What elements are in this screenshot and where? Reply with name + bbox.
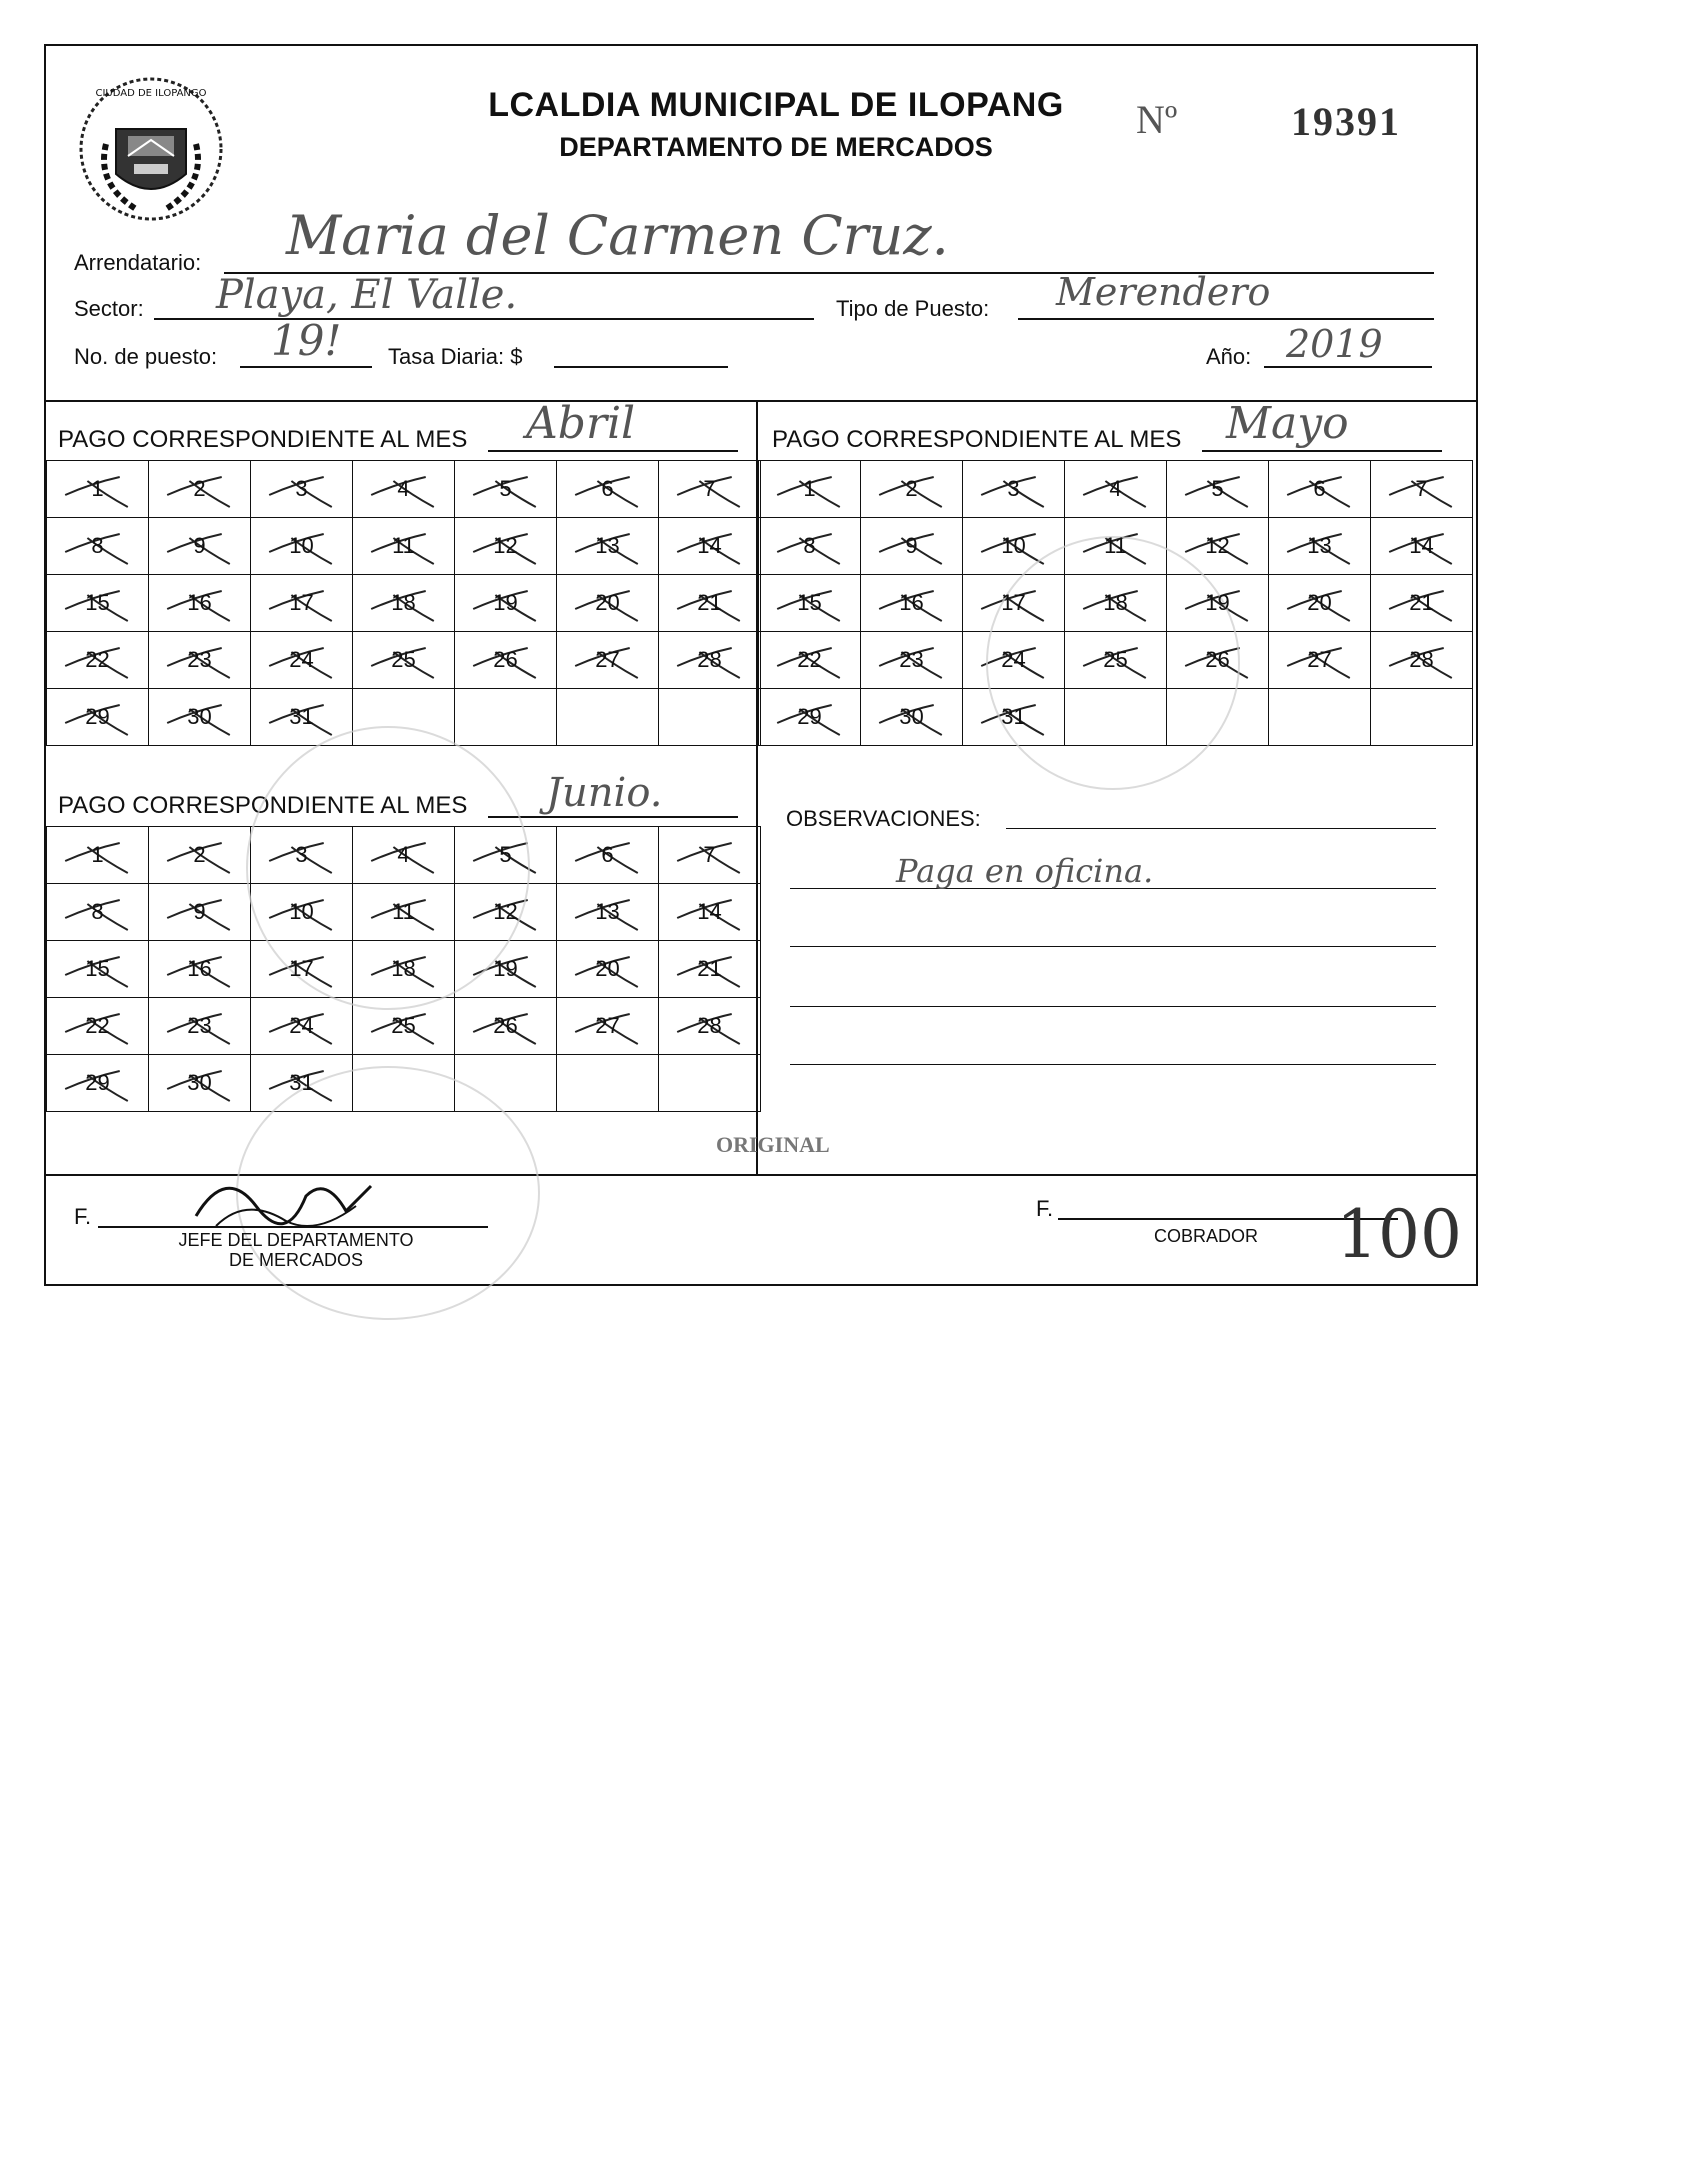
day-cell: 28 bbox=[659, 632, 761, 689]
day-cell: 2 bbox=[149, 461, 251, 518]
municipal-seal-icon bbox=[76, 74, 226, 224]
day-cell: 31 bbox=[963, 689, 1065, 746]
day-cell: 26 bbox=[455, 998, 557, 1055]
day-cell: 23 bbox=[149, 632, 251, 689]
day-cell: 29 bbox=[47, 1055, 149, 1112]
receipt-number-label: Nº bbox=[1136, 97, 1178, 142]
day-cell: 3 bbox=[251, 827, 353, 884]
day-cell: 19 bbox=[455, 941, 557, 998]
day-cell: 8 bbox=[47, 518, 149, 575]
day-cell: 17 bbox=[251, 941, 353, 998]
sector-label: Sector: bbox=[74, 296, 144, 321]
day-cell: 20 bbox=[557, 575, 659, 632]
day-cell: 29 bbox=[759, 689, 861, 746]
day-cell: 16 bbox=[149, 941, 251, 998]
arrendatario-label: Arrendatario: bbox=[74, 250, 202, 275]
day-cell: 21 bbox=[1371, 575, 1473, 632]
receipt-number: 19391 bbox=[1291, 99, 1401, 144]
day-cell bbox=[557, 1055, 659, 1112]
day-cell: 9 bbox=[861, 518, 963, 575]
day-cell: 6 bbox=[1269, 461, 1371, 518]
day-cell: 19 bbox=[455, 575, 557, 632]
mes-value-mayo: Mayo bbox=[1226, 398, 1349, 449]
day-cell: 18 bbox=[1065, 575, 1167, 632]
mes-label-mayo: PAGO CORRESPONDIENTE AL MES bbox=[772, 426, 1182, 453]
day-cell: 21 bbox=[659, 941, 761, 998]
signature-scribble bbox=[186, 1156, 386, 1246]
day-cell bbox=[659, 689, 761, 746]
day-cell: 11 bbox=[353, 884, 455, 941]
day-cell: 6 bbox=[557, 827, 659, 884]
day-cell: 22 bbox=[759, 632, 861, 689]
day-cell: 6 bbox=[557, 461, 659, 518]
observaciones-note: Paga en oficina. bbox=[896, 852, 1154, 890]
observaciones-label: OBSERVACIONES: bbox=[786, 806, 981, 831]
day-cell: 20 bbox=[1269, 575, 1371, 632]
mes-line bbox=[1202, 450, 1442, 452]
day-cell: 16 bbox=[149, 575, 251, 632]
jefe-caption-2: DE MERCADOS bbox=[228, 1250, 363, 1270]
day-cell: 15 bbox=[47, 575, 149, 632]
anio-label: Año: bbox=[1206, 344, 1252, 369]
amount-handwritten: 100 bbox=[1336, 1196, 1462, 1273]
obs-line bbox=[790, 946, 1436, 947]
mes-line bbox=[488, 816, 738, 818]
day-cell: 11 bbox=[1065, 518, 1167, 575]
day-cell: 19 bbox=[1167, 575, 1269, 632]
day-cell: 12 bbox=[1167, 518, 1269, 575]
day-cell: 5 bbox=[455, 827, 557, 884]
day-cell: 14 bbox=[1371, 518, 1473, 575]
day-cell: 26 bbox=[455, 632, 557, 689]
signature-f-right: F. bbox=[1036, 1196, 1054, 1221]
day-cell: 24 bbox=[251, 998, 353, 1055]
day-cell: 31 bbox=[251, 689, 353, 746]
day-cell bbox=[1269, 689, 1371, 746]
day-cell: 13 bbox=[557, 884, 659, 941]
day-cell: 3 bbox=[963, 461, 1065, 518]
day-cell: 29 bbox=[47, 689, 149, 746]
day-cell: 2 bbox=[149, 827, 251, 884]
day-cell bbox=[557, 689, 659, 746]
puesto-line bbox=[240, 366, 372, 368]
day-cell: 7 bbox=[659, 827, 761, 884]
day-cell: 28 bbox=[1371, 632, 1473, 689]
mes-line bbox=[488, 450, 738, 452]
day-cell: 1 bbox=[47, 827, 149, 884]
day-cell: 7 bbox=[1371, 461, 1473, 518]
day-cell: 28 bbox=[659, 998, 761, 1055]
day-cell: 15 bbox=[759, 575, 861, 632]
day-cell: 14 bbox=[659, 518, 761, 575]
day-cell: 15 bbox=[47, 941, 149, 998]
day-cell: 16 bbox=[861, 575, 963, 632]
day-cell: 27 bbox=[557, 632, 659, 689]
day-cell: 10 bbox=[963, 518, 1065, 575]
day-cell: 1 bbox=[759, 461, 861, 518]
day-cell: 26 bbox=[1167, 632, 1269, 689]
day-cell: 3 bbox=[251, 461, 353, 518]
day-cell: 27 bbox=[557, 998, 659, 1055]
receipt-card bbox=[44, 44, 1478, 1286]
day-cell bbox=[659, 1055, 761, 1112]
tasa-line bbox=[554, 366, 728, 368]
puesto-label: No. de puesto: bbox=[74, 344, 218, 369]
day-cell: 12 bbox=[455, 518, 557, 575]
day-cell: 30 bbox=[861, 689, 963, 746]
tipo-puesto-value: Merendero bbox=[1056, 270, 1271, 314]
day-cell: 24 bbox=[251, 632, 353, 689]
day-cell: 13 bbox=[557, 518, 659, 575]
day-cell: 25 bbox=[353, 632, 455, 689]
day-cell: 10 bbox=[251, 884, 353, 941]
sector-line bbox=[154, 318, 814, 320]
day-cell: 7 bbox=[659, 461, 761, 518]
mes-label-junio: PAGO CORRESPONDIENTE AL MES bbox=[58, 792, 468, 819]
obs-line bbox=[790, 1064, 1436, 1065]
svg-text:CIUDAD DE ILOPANGO: CIUDAD DE ILOPANGO bbox=[95, 88, 207, 99]
tipo-puesto-line bbox=[1018, 318, 1434, 320]
day-cell: 5 bbox=[1167, 461, 1269, 518]
cobrador-caption: COBRADOR bbox=[1153, 1226, 1258, 1246]
day-cell: 22 bbox=[47, 998, 149, 1055]
day-cell: 14 bbox=[659, 884, 761, 941]
page-subtitle: DEPARTAMENTO DE MERCADOS bbox=[559, 132, 993, 162]
obs-line bbox=[1006, 828, 1436, 829]
anio-value: 2019 bbox=[1286, 322, 1383, 366]
signature-f-left: F. bbox=[74, 1204, 92, 1229]
day-cell: 5 bbox=[455, 461, 557, 518]
day-cell: 10 bbox=[251, 518, 353, 575]
day-cell: 23 bbox=[149, 998, 251, 1055]
day-cell: 8 bbox=[759, 518, 861, 575]
day-cell: 25 bbox=[1065, 632, 1167, 689]
day-cell: 18 bbox=[353, 575, 455, 632]
calendar-abril bbox=[46, 460, 761, 746]
day-cell: 2 bbox=[861, 461, 963, 518]
mes-value-abril: Abril bbox=[526, 398, 636, 449]
day-cell: 4 bbox=[353, 461, 455, 518]
day-cell: 30 bbox=[149, 689, 251, 746]
day-cell: 11 bbox=[353, 518, 455, 575]
day-cell: 18 bbox=[353, 941, 455, 998]
day-cell: 9 bbox=[149, 518, 251, 575]
arrendatario-value: Maria del Carmen Cruz. bbox=[286, 204, 949, 267]
day-cell: 8 bbox=[47, 884, 149, 941]
day-cell bbox=[455, 689, 557, 746]
day-cell: 17 bbox=[251, 575, 353, 632]
puesto-value: 19! bbox=[271, 316, 342, 365]
day-cell: 25 bbox=[353, 998, 455, 1055]
day-cell: 13 bbox=[1269, 518, 1371, 575]
day-cell: 23 bbox=[861, 632, 963, 689]
day-cell: 20 bbox=[557, 941, 659, 998]
sector-value: Playa, El Valle. bbox=[216, 272, 518, 318]
day-cell: 24 bbox=[963, 632, 1065, 689]
day-cell: 4 bbox=[353, 827, 455, 884]
day-cell: 17 bbox=[963, 575, 1065, 632]
obs-line bbox=[790, 1006, 1436, 1007]
day-cell: 22 bbox=[47, 632, 149, 689]
mes-label-abril: PAGO CORRESPONDIENTE AL MES bbox=[58, 426, 468, 453]
mes-value-junio: Junio. bbox=[546, 770, 663, 816]
day-cell: 21 bbox=[659, 575, 761, 632]
day-cell: 4 bbox=[1065, 461, 1167, 518]
day-cell: 12 bbox=[455, 884, 557, 941]
day-cell: 1 bbox=[47, 461, 149, 518]
day-cell: 9 bbox=[149, 884, 251, 941]
day-cell: 30 bbox=[149, 1055, 251, 1112]
jefe-caption-1: JEFE DEL DEPARTAMENTO bbox=[178, 1230, 414, 1250]
anio-line bbox=[1264, 366, 1432, 368]
tasa-label: Tasa Diaria: $ bbox=[388, 344, 523, 369]
day-cell: 31 bbox=[251, 1055, 353, 1112]
page-title: LCALDIA MUNICIPAL DE ILOPANG bbox=[488, 86, 1064, 124]
day-cell bbox=[1371, 689, 1473, 746]
tipo-puesto-label: Tipo de Puesto: bbox=[836, 296, 990, 321]
day-cell: 27 bbox=[1269, 632, 1371, 689]
original-label: ORIGINAL bbox=[716, 1132, 830, 1157]
